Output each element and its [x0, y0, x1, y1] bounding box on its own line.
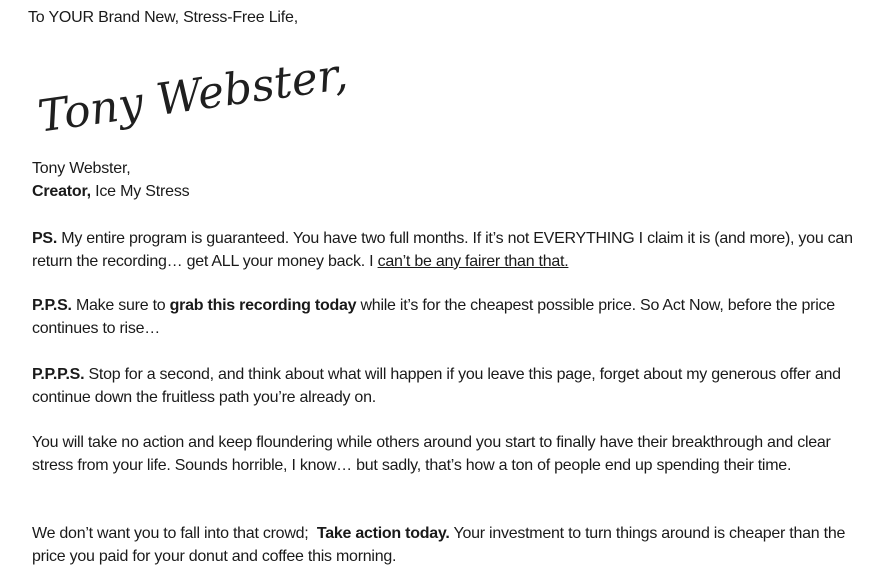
- cta-text-after: Your investment to turn things around is cheaper than the price you paid for your donut and coffee this morning.: [32, 525, 846, 565]
- consequence-paragraph: You will take no action and keep floundering while others around you start to finally have their breakthrough and clear stress from your life. Sounds horrible, I know… but sadly, that’s how a ton of people end up spending their time.: [32, 434, 831, 474]
- signature-text: Tony Webster,: [34, 48, 351, 143]
- author-name: Tony Webster,: [32, 160, 131, 177]
- ppps-label: P.P.P.S.: [32, 366, 85, 383]
- signoff-block: [32, 157, 189, 203]
- ps-paragraph: [32, 227, 862, 273]
- author-title-rest: Ice My Stress: [95, 183, 190, 200]
- handwritten-signature: [34, 48, 351, 146]
- pps-paragraph: [32, 294, 862, 340]
- cta-text-before: We don’t want you to fall into that crowd;: [32, 525, 317, 542]
- ps-label: PS.: [32, 230, 58, 247]
- ppps-paragraph: [32, 363, 862, 409]
- author-title: [32, 180, 189, 203]
- ps-text: My entire program is guaranteed. You have two full months. If it’s not EVERYTHING I claim it is (and more), you can return the recording… get ALL your money back. I: [32, 230, 853, 270]
- pps-text-after: while it’s for the cheapest possible price. So Act Now, before the price continues to rise…: [32, 297, 835, 337]
- salutation: To YOUR Brand New, Stress-Free Life,: [28, 9, 298, 26]
- ppps-text: Stop for a second, and think about what will happen if you leave this page, forget about my generous offer and continue down the fruitless path you’re already on.: [32, 366, 841, 406]
- pps-label: P.P.S.: [32, 297, 72, 314]
- ps-underlined-text: can’t be any fairer than that.: [377, 253, 569, 270]
- call-to-action-paragraph: [32, 522, 862, 568]
- author-title-label: Creator,: [32, 183, 91, 200]
- pps-text-before: Make sure to: [75, 297, 170, 314]
- cta-bold-phrase: Take action today.: [316, 525, 450, 542]
- pps-bold-phrase: grab this recording today: [169, 297, 357, 314]
